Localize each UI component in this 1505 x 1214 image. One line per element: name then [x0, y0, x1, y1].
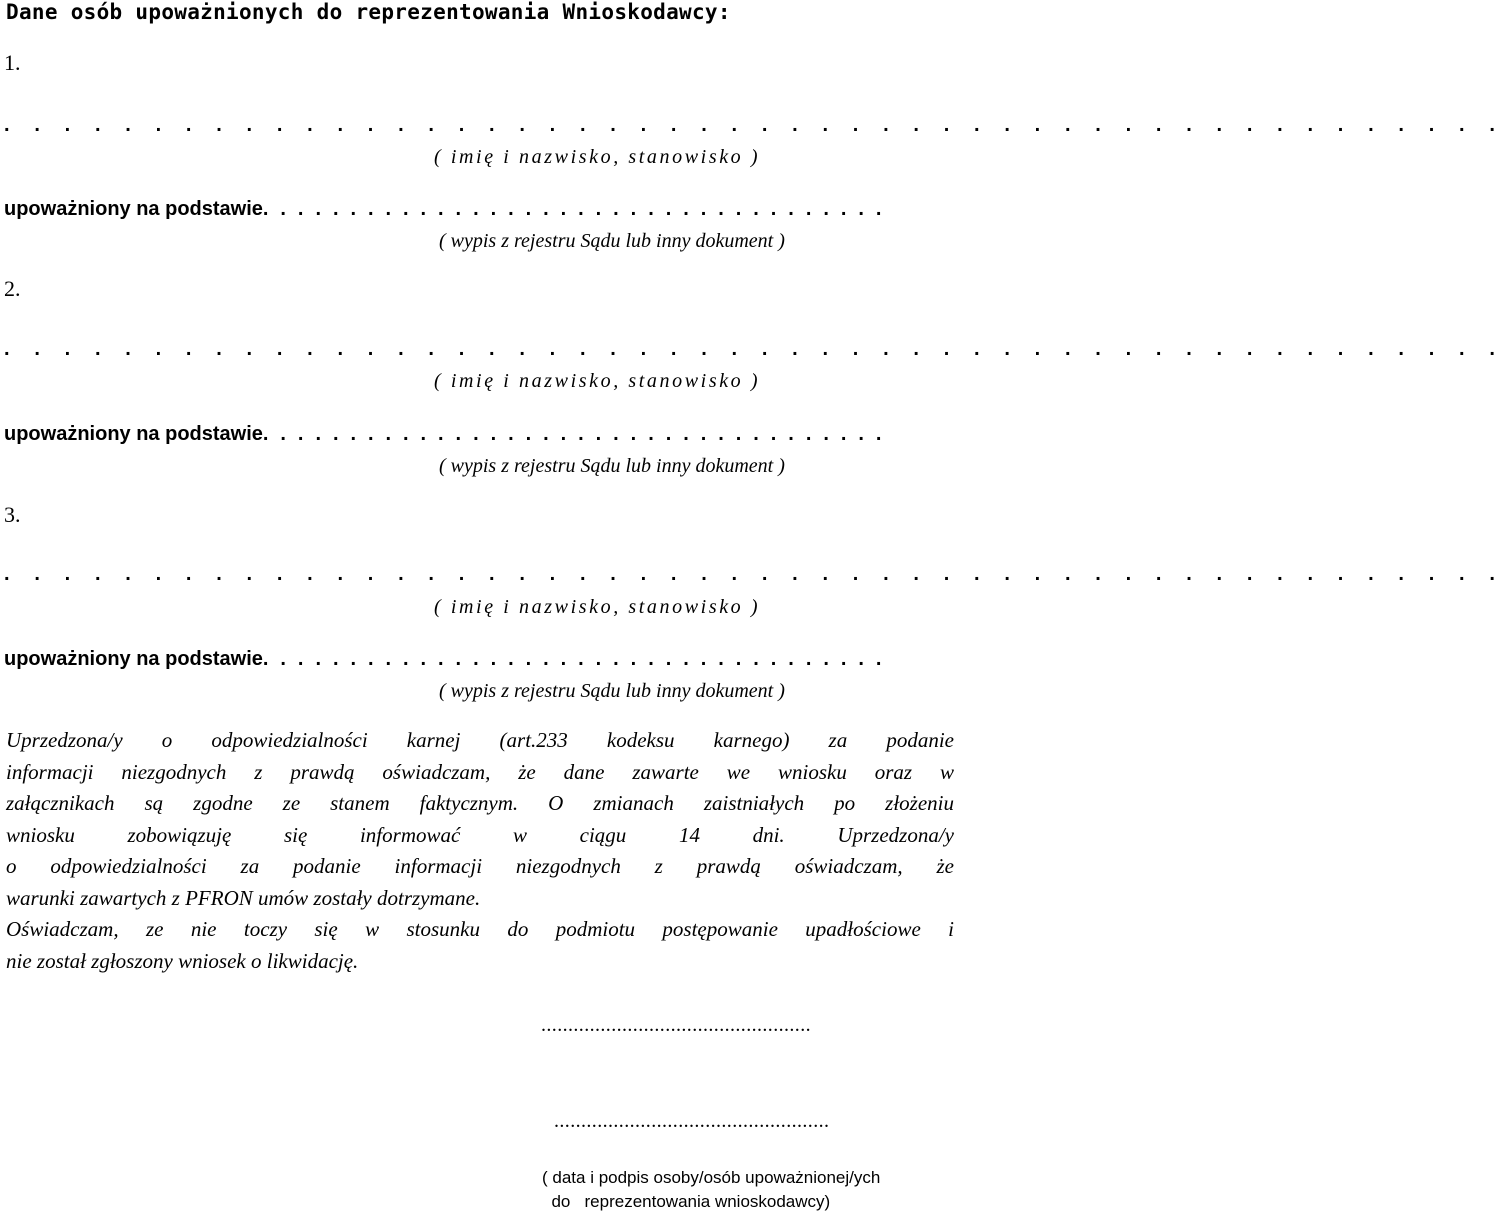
declaration-line: informacji niezgodnych z prawdą oświadczam, że dane zawarte we wniosku oraz w	[6, 759, 954, 784]
person-2-number: 2.	[4, 276, 21, 301]
person-1-number: 1.	[4, 50, 21, 75]
auth-dots: . . . . . . . . . . . . . . . . . . . . . . . . . . . . . . . . . . . .	[262, 423, 885, 445]
declaration-line: nie został zgłoszony wniosek o likwidację.	[6, 948, 359, 973]
auth-dots: . . . . . . . . . . . . . . . . . . . . . . . . . . . . . . . . . . . .	[262, 648, 885, 670]
declaration-line: o odpowiedzialności za podanie informacji niezgodnych z prawdą oświadczam, że	[6, 854, 954, 878]
declaration-line: Oświadczam, ze nie toczy się w stosunku do podmiotu postępowanie upadłościowe i	[6, 917, 954, 941]
person-3-auth-line	[4, 648, 885, 671]
auth-label: upoważniony na podstawie	[4, 423, 263, 445]
person-1-name-caption: ( imię i nazwisko, stanowisko )	[434, 146, 761, 168]
declaration-line: załącznikach są zgodne ze stanem faktycznym. O zmianach zaistniałych po złożeniu	[6, 791, 954, 815]
person-2-name-field: . . . . . . . . . . . . . . . . . . . . . . . . . . . . . . . . . . . . . . . . . . . . . . . . . .	[4, 338, 1505, 360]
person-1-auth-caption: ( wypis z rejestru Sądu lub inny dokument )	[439, 230, 785, 252]
page-heading: Dane osób upoważnionych do reprezentowania Wnioskodawcy:	[6, 0, 731, 24]
person-1-auth-line	[4, 198, 885, 221]
person-3-auth-caption: ( wypis z rejestru Sądu lub inny dokument )	[439, 680, 785, 702]
declaration-line: wniosku zobowiązuję się informować w ciągu 14 dni. Uprzedzona/y	[6, 822, 954, 847]
person-1-name-field: . . . . . . . . . . . . . . . . . . . . . . . . . . . . . . . . . . . . . . . . . . . . . . . . . .	[4, 114, 1505, 136]
auth-dots: . . . . . . . . . . . . . . . . . . . . . . . . . . . . . . . . . . . .	[262, 198, 885, 220]
person-3-name-field: . . . . . . . . . . . . . . . . . . . . . . . . . . . . . . . . . . . . . . . . . . . . . . . . . .	[4, 563, 1505, 585]
signature-line-2: ...................................................	[554, 1110, 830, 1132]
signature-caption-1: ( data i podpis osoby/osób upoważnionej/ych	[542, 1168, 881, 1187]
auth-label: upoważniony na podstawie	[4, 198, 263, 220]
declaration-line: Uprzedzona/y o odpowiedzialności karnej (art.233 kodeksu karnego) za podanie	[6, 728, 954, 752]
auth-label: upoważniony na podstawie	[4, 648, 263, 670]
declaration-line: warunki zawartych z PFRON umów zostały dotrzymane.	[6, 885, 481, 910]
declaration-paragraph	[6, 725, 954, 977]
person-2-name-caption: ( imię i nazwisko, stanowisko )	[434, 370, 761, 392]
person-3-number: 3.	[4, 502, 21, 527]
person-3-name-caption: ( imię i nazwisko, stanowisko )	[434, 596, 761, 618]
signature-line-1: ..................................................	[541, 1014, 811, 1036]
person-2-auth-line	[4, 423, 885, 446]
person-2-auth-caption: ( wypis z rejestru Sądu lub inny dokument )	[439, 455, 785, 477]
signature-caption-2: do reprezentowania wnioskodawcy)	[542, 1192, 831, 1211]
